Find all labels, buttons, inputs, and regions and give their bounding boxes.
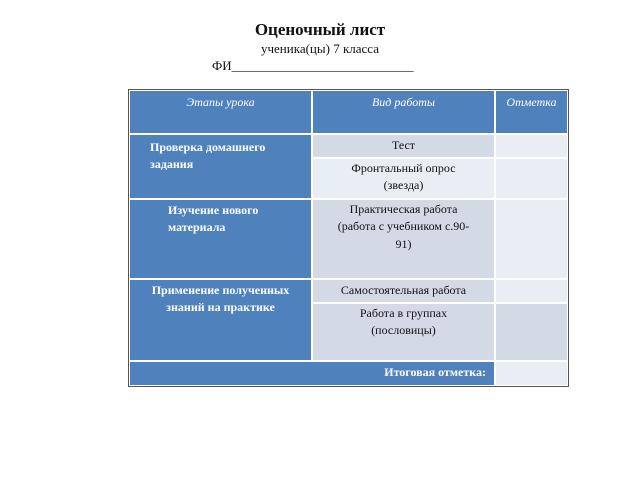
assessment-table (128, 89, 569, 387)
page-subtitle: ученика(цы) 7 класса (260, 41, 379, 56)
stage-new-material: Изучение нового материала (129, 199, 312, 279)
header-mark: Отметка (495, 90, 568, 134)
work-group: Работа в группах (пословицы) (312, 303, 495, 361)
mark-cell-group[interactable] (495, 303, 568, 361)
total-label: Итоговая отметка: (129, 361, 495, 386)
mark-cell-total[interactable] (495, 361, 568, 386)
work-frontal-survey: Фронтальный опрос (звезда) (312, 158, 495, 199)
work-independent: Самостоятельная работа (312, 279, 495, 303)
mark-cell-test[interactable] (495, 134, 568, 158)
header-work-type: Вид работы (312, 90, 495, 134)
stage-practice: Применение полученных знаний на практике (129, 279, 312, 361)
mark-cell-practical[interactable] (495, 199, 568, 279)
page-title: Оценочный лист (254, 20, 386, 39)
work-test: Тест (312, 134, 495, 158)
mark-cell-frontal-survey[interactable] (495, 158, 568, 199)
name-line: ФИ____________________________ (212, 58, 414, 73)
header-stages: Этапы урока (129, 90, 312, 134)
mark-cell-independent[interactable] (495, 279, 568, 303)
work-practical: Практическая работа (работа с учебником с.90-91) (312, 199, 495, 279)
stage-homework-check: Проверка домашнего задания (129, 134, 312, 199)
